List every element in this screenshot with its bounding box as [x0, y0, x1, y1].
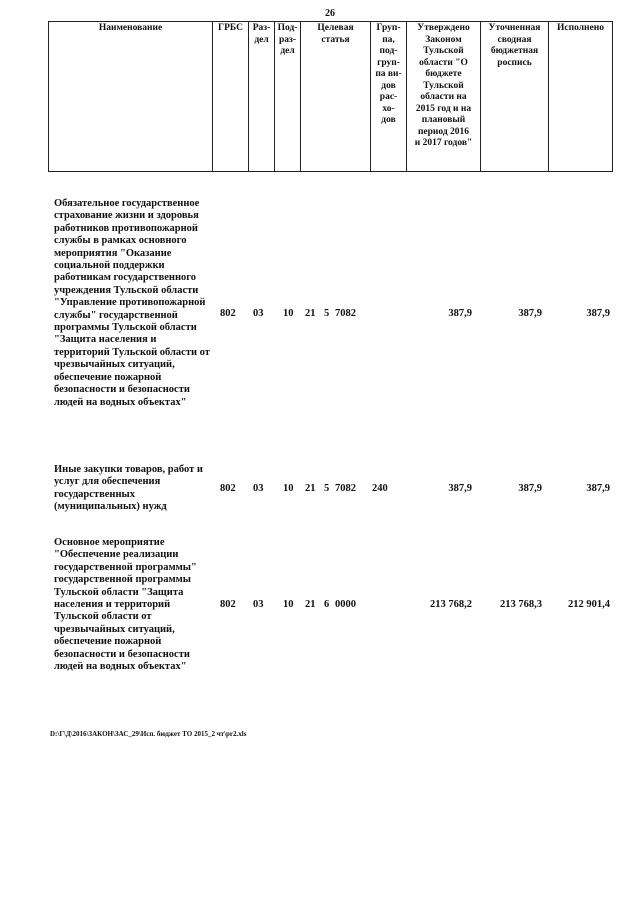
header-group: Груп- па, под- груп- па ви- дов рас- хо- дов	[371, 22, 407, 172]
row-podrazdel: 10	[283, 483, 294, 494]
row-executed: 212 901,4	[568, 599, 610, 610]
header-target: Целевая статья	[301, 22, 371, 172]
row-grbs: 802	[220, 599, 236, 610]
row-refined: 387,9	[518, 308, 542, 319]
header-approved: Утверждено Законом Тульской области "О бюджете Тульской области на 2015 год и на плановый период 2016 и 2017 годов"	[407, 22, 481, 172]
row-target-program: 21	[305, 308, 316, 319]
row-approved: 387,9	[448, 483, 472, 494]
row-target-program: 21	[305, 599, 316, 610]
row-razdel: 03	[253, 483, 264, 494]
row-executed: 387,9	[586, 308, 610, 319]
row-target-code: 0000	[335, 599, 356, 610]
row-target-subprogram: 5	[324, 483, 330, 494]
header-name: Наименование	[49, 22, 213, 172]
row-target-code: 7082	[335, 483, 356, 494]
table-row	[48, 537, 612, 677]
row-target-code: 7082	[335, 308, 356, 319]
row-refined: 387,9	[518, 483, 542, 494]
row-podrazdel: 10	[283, 599, 294, 610]
row-grbs: 802	[220, 308, 236, 319]
row-approved: 387,9	[448, 308, 472, 319]
row-approved: 213 768,2	[430, 599, 472, 610]
row-group: 240	[372, 483, 388, 494]
row-name: Основное мероприятие "Обеспечение реализации государственной программы" государственной программы Тульской области "Защита населения и территорий Тульской области от чрезвычайных ситуаций, обеспечение пожарной безопасности и безопасности людей на водных объектах"	[54, 537, 197, 673]
row-target-program: 21	[305, 483, 316, 494]
header-refined: Уточненная сводная бюджетная роспись	[481, 22, 549, 172]
table-header	[48, 21, 613, 172]
file-path-footer: D:\Г\Д\2016\ЗАКОН\ЗАС_29\Исп. бюджет ТО 2015_2 чт\pr2.xls	[50, 730, 247, 738]
row-refined: 213 768,3	[500, 599, 542, 610]
row-grbs: 802	[220, 483, 236, 494]
row-executed: 387,9	[586, 483, 610, 494]
row-razdel: 03	[253, 599, 264, 610]
table-row	[48, 198, 612, 433]
row-target-subprogram: 6	[324, 599, 330, 610]
row-name: Иные закупки товаров, работ и услуг для обеспечения государственных (муниципальных) нужд	[54, 464, 203, 513]
header-executed: Исполнено	[549, 22, 613, 172]
table-row	[48, 464, 612, 514]
row-razdel: 03	[253, 308, 264, 319]
row-target-subprogram: 5	[324, 308, 330, 319]
row-name: Обязательное государственное страхование жизни и здоровья работников противопожарной службы в рамках основного мероприятия "Оказание социальной поддержки работникам государственного учреждения Тульской области "Управление противопожарной службы" государственной программы Тульской области "Защита населения и территорий Тульской области от чрезвычайных ситуаций, обеспечение пожарной безопасности и безопасности людей на водных объектах"	[54, 198, 210, 408]
row-podrazdel: 10	[283, 308, 294, 319]
header-grbs: ГРБС	[213, 22, 249, 172]
page-number: 26	[325, 8, 335, 19]
header-podrazdel: Под- раз- дел	[275, 22, 301, 172]
header-razdel: Раз- дел	[249, 22, 275, 172]
